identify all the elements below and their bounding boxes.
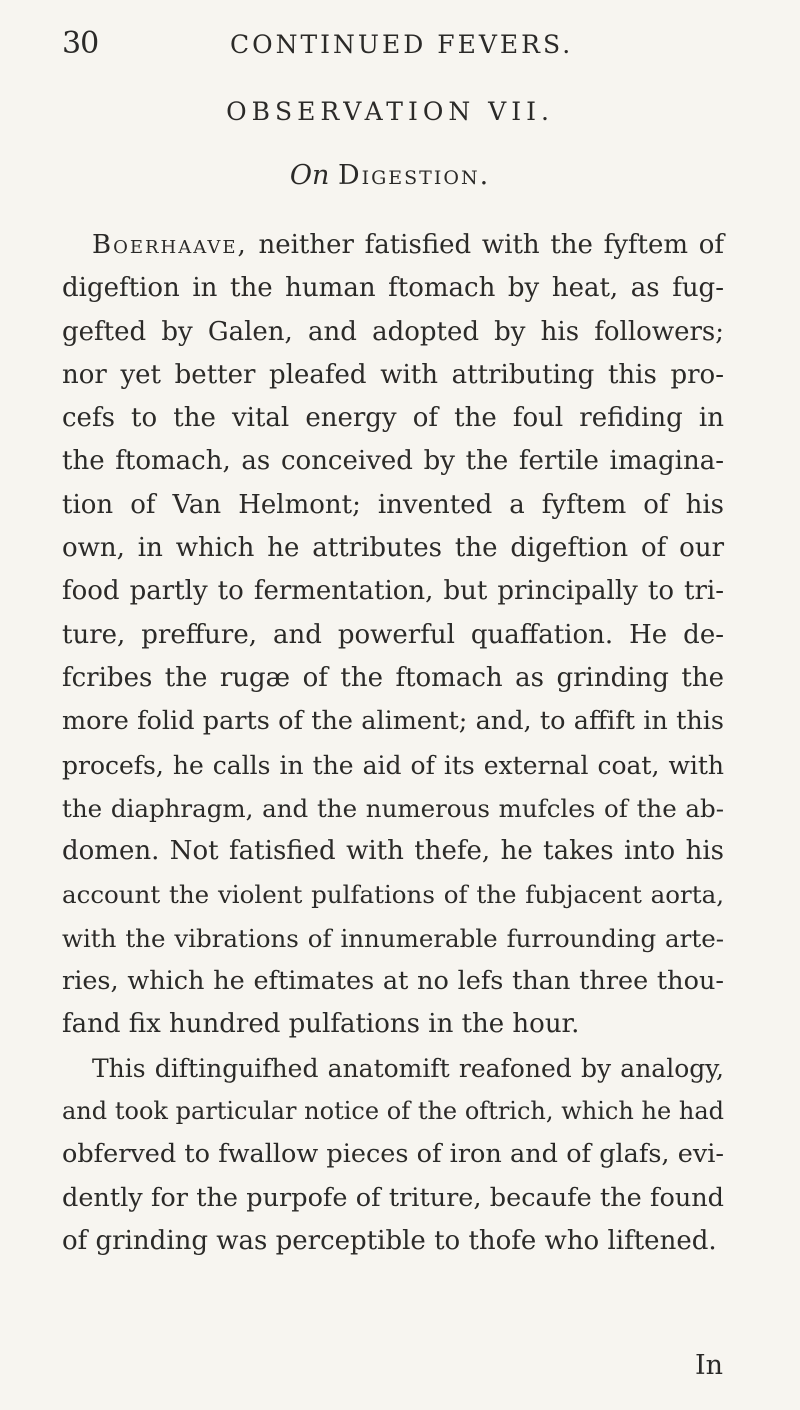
text-line: more folid parts of the aliment; and, to affift in this [62, 706, 724, 737]
text-line: ries, which he eftimates at no lefs than three thou- [62, 966, 724, 997]
text-line: domen. Not fatisfied with thefe, he takes into his [62, 836, 724, 867]
text-line: the ftomach, as conceived by the fertile imagina- [62, 446, 724, 477]
observation-title: OBSERVATION VII. [226, 97, 554, 126]
text-line: the diaphragm, and the numerous mufcles of the ab- [62, 793, 724, 823]
text-line: fand fix hundred pulfations in the hour. [62, 1009, 580, 1040]
text-line: food partly to fermentation, but principally to tri- [62, 576, 724, 607]
page-number: 30 [62, 26, 99, 61]
text-line: own, in which he attributes the digeftion of our [62, 533, 724, 564]
text-line: dently for the purpofe of triture, becaufe the found [62, 1182, 724, 1213]
text-line: fcribes the rugæ of the ftomach as grinding the [62, 662, 724, 693]
text-line: gefted by Galen, and adopted by his followers; [62, 316, 724, 347]
text-line: cefs to the vital energy of the foul refiding in [62, 403, 724, 434]
text-line: nor yet better pleafed with attributing this pro- [62, 359, 724, 390]
text-line: procefs, he calls in the aid of its external coat, with [62, 750, 724, 780]
text-line: account the violent pulfations of the fubjacent aorta, [62, 880, 724, 910]
running-head [62, 22, 762, 62]
text-line: obferved to fwallow pieces of iron and of glafs, evi- [62, 1139, 724, 1170]
subtitle-topic: Digestion. [337, 160, 491, 191]
body-text [62, 224, 724, 1263]
subtitle-on: On [289, 160, 330, 191]
text-line: digeftion in the human ftomach by heat, as fug- [62, 273, 724, 304]
running-title: CONTINUED FEVERS. [230, 30, 574, 59]
lead-word: Boerhaave, [92, 230, 248, 260]
text-line-content: neither fatisfied with the fyftem of [247, 230, 724, 260]
text-line: tion of Van Helmont; invented a fyftem of his [62, 489, 724, 520]
text-line: and took particular notice of the oftrich, which he had [62, 1096, 724, 1125]
catchword: In [695, 1350, 724, 1381]
text-line [62, 224, 724, 267]
text-line: ture, preffure, and powerful quaffation. He de- [62, 619, 724, 650]
observation-subtitle [0, 160, 790, 191]
text-line: of grinding was perceptible to thofe who liftened. [62, 1225, 717, 1256]
text-line: with the vibrations of innumerable furrounding arte- [62, 923, 724, 953]
text-line: This diftinguifhed anatomift reafoned by analogy, [92, 1053, 724, 1083]
